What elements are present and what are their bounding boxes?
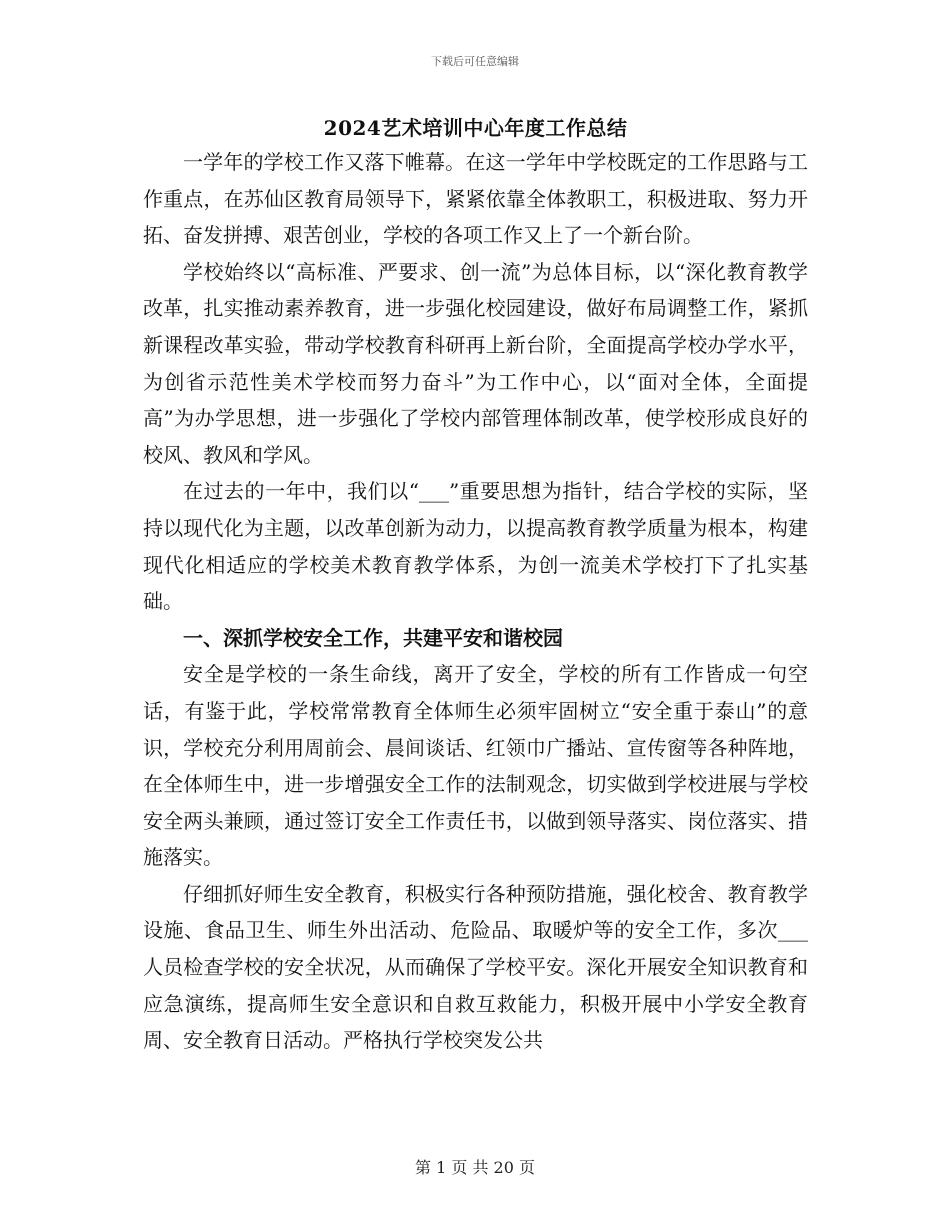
paragraph-goals: 学校始终以“高标准、严要求、创一流”为总体目标，以“深化教育教学改革，扎实推动素养教育，进一步强化校园建设，做好布局调整工作，紧抓新课程改革实验，带动学校教育科研再上新台阶，全面提高学校办学水平，为创省示范性美术学校而努力奋斗”为工作中心，以“面对全体，全面提高”为办学思想，进一步强化了学校内部管理体制改革，使学校形成良好的校风、教风和学风。 [143, 259, 808, 467]
paragraph-past-year: 在过去的一年中，我们以“___”重要思想为指针，结合学校的实际，坚持以现代化为主题，以改革创新为动力，以提高教育教学质量为根本，构建现代化相适应的学校美术教育教学体系，为创一流美术学校打下了扎实基础。 [143, 479, 808, 614]
header-note: 下载后可任意编辑 [431, 55, 519, 68]
paragraph-safety-education: 仔细抓好师生安全教育，积极实行各种预防措施，强化校舍、教育教学设施、食品卫生、师生外出活动、危险品、取暖炉等的安全工作，多次___人员检查学校的安全状况，从而确保了学校平安。深化开展安全知识教育和应急演练，提高师生安全意识和自救互救能力，积极开展中小学安全教育周、安全教育日活动。严格执行学校突发公共 [143, 881, 808, 1053]
document-title: 2024艺术培训中心年度工作总结 [323, 116, 628, 140]
paragraph-intro: 一学年的学校工作又落下帷幕。在这一学年中学校既定的工作思路与工作重点，在苏仙区教育局领导下，紧紧依靠全体教职工，积极进取、努力开拓、奋发拼搏、艰苦创业，学校的各项工作又上了一个新台阶。 [143, 150, 808, 248]
paragraph-safety-lifeline: 安全是学校的一条生命线，离开了安全，学校的所有工作皆成一句空话，有鉴于此，学校常常教育全体师生必须牢固树立“安全重于泰山”的意识，学校充分利用周前会、晨间谈话、红领巾广播站、宣传窗等各种阵地，在全体师生中，进一步增强安全工作的法制观念，切实做到学校进展与学校安全两头兼顾，通过签订安全工作责任书，以做到领导落实、岗位落实、措施落实。 [143, 662, 808, 870]
page-number: 第 1 页 共 20 页 [415, 1158, 535, 1177]
document-body [143, 112, 808, 1059]
section-heading-safety: 一、深抓学校安全工作，共建平安和谐校园 [183, 625, 563, 650]
